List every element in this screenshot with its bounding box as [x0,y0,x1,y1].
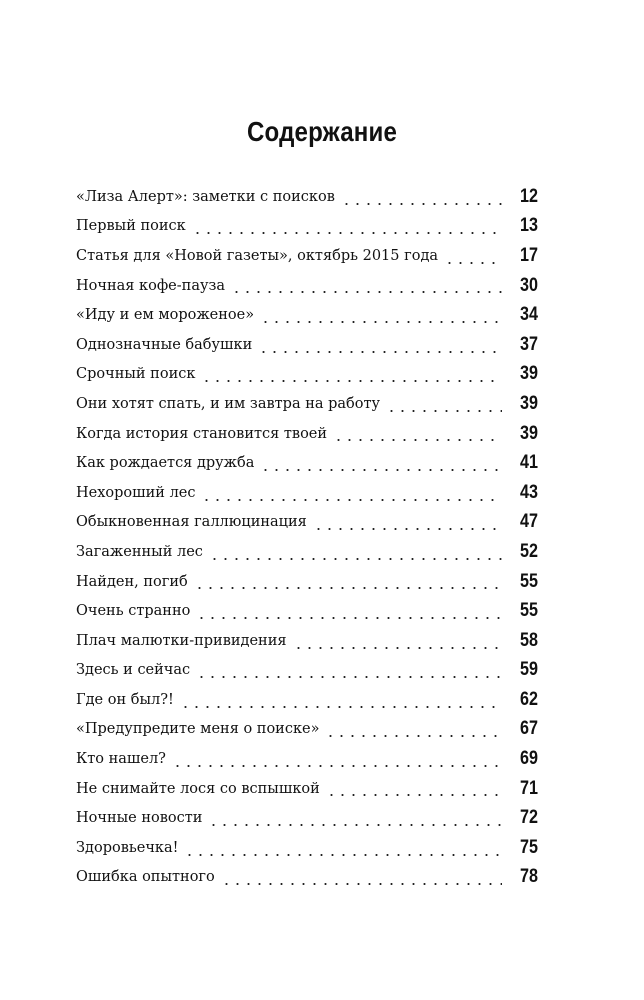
toc-entry-title: Статья для «Новой газеты», октябрь 2015 года [76,248,444,264]
toc-entry-title: Здесь и сейчас [76,662,196,678]
toc-entry-title: Не снимайте лося со вспышкой [76,781,326,797]
dot-leader [196,665,502,679]
dot-leader [231,280,502,294]
toc-entry [76,715,538,745]
toc-entry [76,537,538,567]
toc-entry [76,360,538,390]
toc-entry-page: 62 [520,688,538,710]
toc-entry [76,300,538,330]
dot-leader [192,221,502,235]
toc-entry-title: Однозначные бабушки [76,337,258,353]
dot-leader [313,517,502,531]
toc-entry [76,448,538,478]
toc-entry-page: 71 [520,777,538,799]
dot-leader [260,310,502,324]
toc-entry-page: 58 [520,629,538,651]
dot-leader [208,813,502,827]
dot-leader [444,251,502,265]
dot-leader [386,399,502,413]
dot-leader [293,636,502,650]
toc-entry-page: 52 [520,540,538,562]
toc-entry [76,656,538,686]
toc-entry [76,508,538,538]
toc-entry-title: Первый поиск [76,218,192,234]
toc-entry-page: 47 [520,511,538,533]
dot-leader [180,695,502,709]
toc-entry-title: Найден, погиб [76,574,194,590]
toc-entry-title: Как рождается дружба [76,455,260,471]
dot-leader [258,340,502,354]
toc-entry [76,330,538,360]
toc-entry-page: 75 [520,836,538,858]
toc-entry [76,419,538,449]
toc-entry-title: Ошибка опытного [76,869,221,885]
dot-leader [260,458,502,472]
toc-entry-page: 39 [520,392,538,414]
toc-entry [76,774,538,804]
toc-entry [76,596,538,626]
toc-entry-title: Ночная кофе-пауза [76,278,231,294]
toc-entry-title: Срочный поиск [76,366,201,382]
toc-entry-page: 30 [520,274,538,296]
toc-entry [76,803,538,833]
toc-entry-page: 12 [520,185,538,207]
toc-entry-page: 72 [520,807,538,829]
toc-entry [76,478,538,508]
toc-entry-title: «Лиза Алерт»: заметки с поисков [76,189,341,205]
dot-leader [172,754,502,768]
toc-entry-page: 55 [520,570,538,592]
toc-entry [76,241,538,271]
toc-entry-title: Когда история становится твоей [76,426,333,442]
toc-entry [76,182,538,212]
toc-entry-title: Плач малютки-привидения [76,633,293,649]
table-of-contents [76,182,538,892]
dot-leader [184,843,502,857]
dot-leader [209,547,502,561]
dot-leader [201,488,502,502]
toc-entry [76,863,538,893]
toc-entry-page: 67 [520,718,538,740]
toc-entry-title: «Предупредите меня о поиске» [76,721,325,737]
toc-entry [76,685,538,715]
dot-leader [326,783,502,797]
toc-entry [76,389,538,419]
toc-entry-title: «Иду и ем мороженое» [76,307,260,323]
toc-entry [76,567,538,597]
toc-entry [76,833,538,863]
toc-entry-title: Загаженный лес [76,544,209,560]
dot-leader [221,872,502,886]
toc-entry-title: Нехороший лес [76,485,201,501]
dot-leader [325,724,502,738]
toc-entry-page: 43 [520,481,538,503]
toc-entry-title: Обыкновенная галлюцинация [76,514,313,530]
toc-entry-page: 34 [520,304,538,326]
toc-entry [76,744,538,774]
toc-entry-page: 41 [520,452,538,474]
toc-entry-page: 55 [520,600,538,622]
toc-entry-page: 17 [520,244,538,266]
dot-leader [333,428,502,442]
toc-entry [76,626,538,656]
dot-leader [201,369,502,383]
toc-entry [76,212,538,242]
toc-entry-title: Где он был?! [76,692,180,708]
toc-entry-title: Ночные новости [76,810,208,826]
toc-entry-title: Кто нашел? [76,751,172,767]
toc-entry-page: 13 [520,215,538,237]
toc-entry-title: Очень странно [76,603,196,619]
toc-entry-page: 78 [520,866,538,888]
toc-entry-title: Здоровьечка! [76,840,184,856]
dot-leader [341,192,502,206]
toc-entry-page: 39 [520,363,538,385]
toc-entry-page: 59 [520,659,538,681]
toc-entry-title: Они хотят спать, и им завтра на работу [76,396,386,412]
toc-entry-page: 39 [520,422,538,444]
dot-leader [194,576,502,590]
dot-leader [196,606,502,620]
toc-entry-page: 37 [520,333,538,355]
toc-entry [76,271,538,301]
toc-entry-page: 69 [520,748,538,770]
page-title: Содержание [246,116,398,147]
